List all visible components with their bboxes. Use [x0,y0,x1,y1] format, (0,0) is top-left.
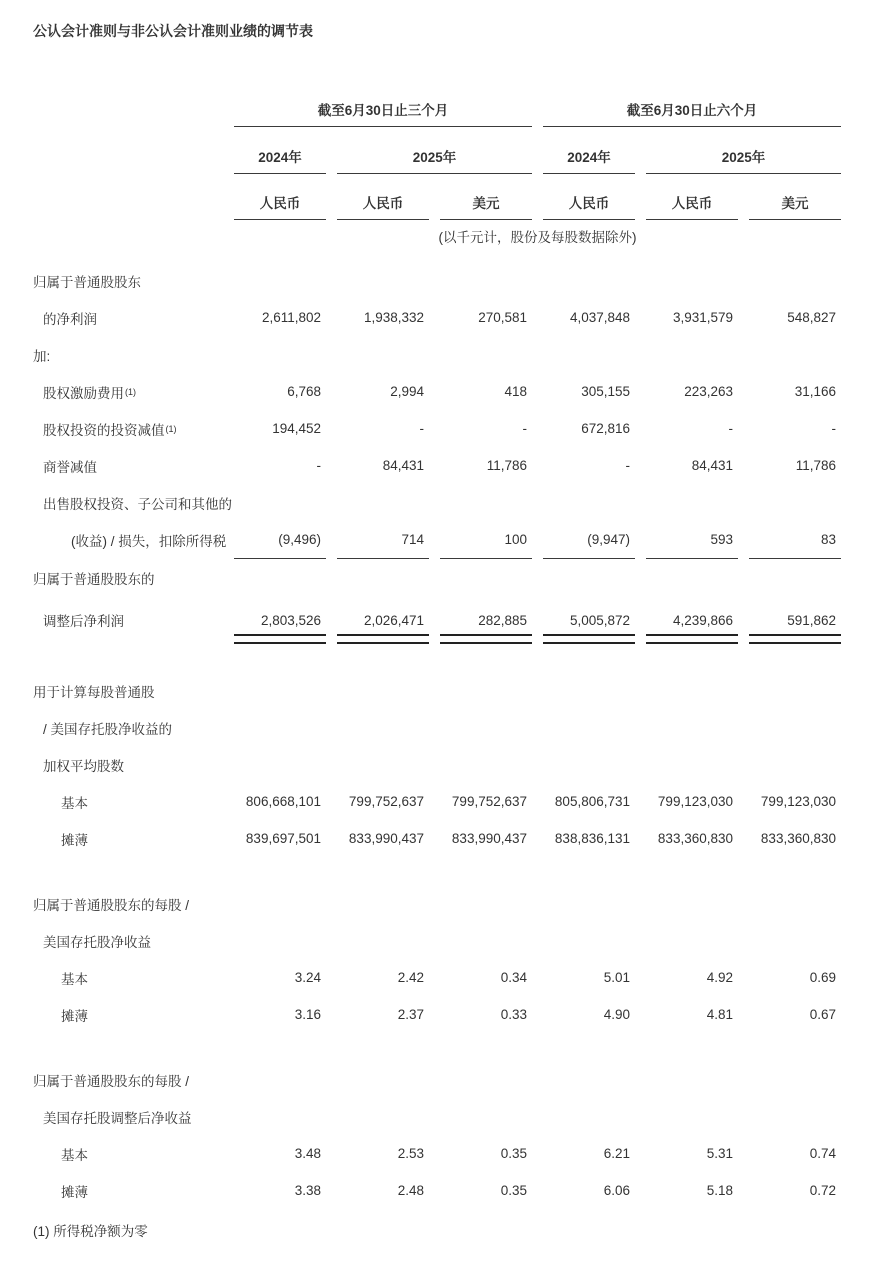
value-cell: 2,026,471 [337,596,429,644]
currency-header: 美元 [749,174,841,220]
value-cell [440,1098,532,1135]
value-cell [440,262,532,299]
value-cell: 6,768 [287,384,321,399]
row-label-text: 加权平均股数 [43,758,124,774]
value-cell [749,262,841,299]
value-cell [646,336,738,373]
year-header: 2025年 [646,127,841,174]
value-cell: 0.74 [809,1146,836,1161]
row-label-text: 调整后净利润 [43,614,124,629]
value-cell [543,746,635,783]
header-spacer [33,80,223,126]
value-cell: 2.42 [397,970,424,985]
value-cell [440,922,532,959]
value-cell: 5.01 [603,970,630,985]
value-cell [543,885,635,922]
value-cell [543,709,635,746]
value-cell: 31,166 [794,384,836,399]
value-cell [749,336,841,373]
value-cell [337,885,429,922]
row-label-text: (收益) / 损失，扣除所得税 [71,533,227,549]
value-cell: 4.92 [706,970,733,985]
value-cell [749,672,841,709]
value-cell: 0.69 [809,970,836,985]
row-label-text: 美国存托股调整后净收益 [43,1110,192,1126]
row-label [33,521,227,558]
value-cell: 270,581 [478,310,527,325]
value-cell [646,746,738,783]
currency-header: 人民币 [337,174,429,220]
value-cell [440,336,532,373]
table-section-spacer [33,857,841,885]
value-cell: 223,263 [684,384,733,399]
row-label-text: 归属于普通股股东的每股 / [33,1073,190,1089]
value-cell [337,484,429,521]
period-header-three-months: 截至6月30日止三个月 [234,80,532,127]
value-cell [234,672,326,709]
row-label-text: 用于计算每股普通股 [33,684,155,700]
value-cell [234,336,326,373]
row-label [33,672,223,709]
row-label [33,820,223,857]
value-cell [337,922,429,959]
row-label-text: 基本 [61,1147,88,1163]
value-cell: 799,752,637 [451,794,527,809]
value-cell [543,484,635,521]
value-cell: - [728,421,733,436]
value-cell: 806,668,101 [245,794,321,809]
row-label-text: 基本 [61,795,88,811]
value-cell: 3,931,579 [672,310,733,325]
row-label-text: 股权激励费用 [43,385,124,401]
value-cell [337,709,429,746]
value-cell [337,559,429,596]
value-cell [543,336,635,373]
row-label-text: 商誉减值 [43,459,97,475]
value-cell: 5,005,872 [543,596,635,644]
row-label-text: 美国存托股净收益 [43,934,151,950]
value-cell [749,885,841,922]
value-cell [234,484,326,521]
row-label-text: 归属于普通股股东 [33,274,141,290]
value-cell: 83 [749,521,841,559]
value-cell: 591,862 [749,596,841,644]
row-label [33,1098,223,1135]
value-cell: (9,496) [234,521,326,559]
value-cell [749,559,841,596]
value-cell [646,1098,738,1135]
value-cell: - [316,458,321,473]
value-cell [234,1098,326,1135]
row-label [33,1172,223,1209]
value-cell: 4.90 [603,1007,630,1022]
table-lead-spacer [33,252,841,262]
value-cell [234,1061,326,1098]
row-label [33,484,232,521]
value-cell: 5.31 [706,1146,733,1161]
value-cell [646,1061,738,1098]
value-cell [234,885,326,922]
value-cell: 833,990,437 [348,831,424,846]
row-label [33,709,223,746]
value-cell [543,1098,635,1135]
value-cell: 0.33 [500,1007,527,1022]
value-cell: 2,994 [390,384,424,399]
row-label-text: 摊薄 [61,1008,88,1024]
row-label [33,1061,223,1098]
value-cell: 833,990,437 [451,831,527,846]
row-label-text: 归属于普通股股东的 [33,571,155,587]
value-cell [749,709,841,746]
value-cell [337,672,429,709]
value-cell [646,885,738,922]
currency-header: 人民币 [234,174,326,220]
footnote: (1) 所得税净额为零 [33,1224,148,1239]
value-cell [440,885,532,922]
value-cell [749,746,841,783]
value-cell [646,484,738,521]
row-label [33,447,223,484]
value-cell: 548,827 [787,310,836,325]
value-cell [749,1098,841,1135]
value-cell: 4,239,866 [646,596,738,644]
value-cell [543,672,635,709]
period-header-six-months: 截至6月30日止六个月 [543,80,841,127]
value-cell [749,484,841,521]
table-section-spacer [33,644,841,672]
value-cell [234,709,326,746]
value-cell: 84,431 [382,458,424,473]
value-cell: 593 [646,521,738,559]
value-cell: 282,885 [440,596,532,644]
row-label-text: 摊薄 [61,1184,88,1200]
value-cell: 418 [504,384,527,399]
value-cell: 839,697,501 [245,831,321,846]
value-cell: 305,155 [581,384,630,399]
value-cell [543,262,635,299]
value-cell [337,1098,429,1135]
row-label [33,559,223,596]
value-cell: - [625,458,630,473]
row-label-text: 的净利润 [43,311,97,327]
row-label [33,885,223,922]
value-cell: 6.21 [603,1146,630,1161]
value-cell: 4,037,848 [569,310,630,325]
value-cell: 3.24 [294,970,321,985]
year-header: 2025年 [337,127,532,174]
value-cell: 5.18 [706,1183,733,1198]
value-cell: 6.06 [603,1183,630,1198]
value-cell: (9,947) [543,521,635,559]
value-cell: 100 [440,521,532,559]
currency-header: 人民币 [646,174,738,220]
value-cell: 4.81 [706,1007,733,1022]
value-cell: 838,836,131 [554,831,630,846]
value-cell [337,336,429,373]
value-cell: 799,123,030 [760,794,836,809]
row-label-text: 加: [33,348,51,364]
value-cell: 805,806,731 [554,794,630,809]
value-cell: 11,786 [795,458,836,473]
value-cell [234,746,326,783]
value-cell: - [522,421,527,436]
row-label-text: / 美国存托股净收益的 [43,721,173,737]
value-cell: 0.72 [809,1183,836,1198]
value-cell [749,922,841,959]
value-cell: 2,803,526 [234,596,326,644]
value-cell [337,262,429,299]
row-label-text: 基本 [61,971,88,987]
row-label-text: 摊薄 [61,832,88,848]
value-cell [234,922,326,959]
row-label [33,1135,223,1172]
header-spacer [33,220,223,252]
value-cell [543,559,635,596]
row-label-text: 股权投资的投资减值 [43,422,165,438]
row-label [33,596,223,644]
value-cell: 11,786 [486,458,527,473]
value-cell: 799,752,637 [348,794,424,809]
row-label [33,299,223,336]
value-cell [337,746,429,783]
currency-header: 人民币 [543,174,635,220]
value-cell [646,672,738,709]
value-cell [440,672,532,709]
value-cell: 799,123,030 [657,794,733,809]
row-label: 股权投资的投资减值 (1) [33,410,223,447]
value-cell: 84,431 [691,458,733,473]
value-cell: 0.34 [500,970,527,985]
row-label [33,262,223,299]
currency-header: 美元 [440,174,532,220]
row-label-text: 归属于普通股股东的每股 / [33,897,190,913]
value-cell: 3.38 [294,1183,321,1198]
reconciliation-table [33,80,841,1209]
value-cell: 833,360,830 [760,831,836,846]
value-cell: 3.48 [294,1146,321,1161]
year-header: 2024年 [543,127,635,174]
header-spacer [33,174,223,219]
row-label [33,336,223,373]
value-cell [440,746,532,783]
unit-note: (以千元计，股份及每股数据除外) [438,230,637,245]
row-label [33,959,223,996]
row-label: 股权激励费用 (1) [33,373,223,410]
value-cell [646,709,738,746]
page-title: 公认会计准则与非公认会计准则业绩的调节表 [33,23,313,39]
value-cell [440,1061,532,1098]
value-cell [646,922,738,959]
table-section-spacer [33,1033,841,1061]
value-cell: 0.67 [809,1007,836,1022]
value-cell [646,262,738,299]
value-cell: 194,452 [272,421,321,436]
value-cell [337,1061,429,1098]
value-cell: 672,816 [581,421,630,436]
value-cell: 2,611,802 [261,310,321,325]
value-cell [543,1061,635,1098]
value-cell: 714 [337,521,429,559]
value-cell: 0.35 [500,1146,527,1161]
value-cell: 2.48 [397,1183,424,1198]
row-label [33,922,223,959]
value-cell [440,559,532,596]
row-label [33,996,223,1033]
value-cell [234,559,326,596]
value-cell: 3.16 [294,1007,321,1022]
value-cell [543,922,635,959]
value-cell [749,1061,841,1098]
value-cell: - [419,421,424,436]
row-label [33,746,223,783]
value-cell: 1,938,332 [363,310,424,325]
value-cell [234,262,326,299]
value-cell: 2.37 [397,1007,424,1022]
value-cell: - [831,421,836,436]
value-cell [440,484,532,521]
header-spacer [33,127,223,173]
value-cell [440,709,532,746]
row-label [33,783,223,820]
year-header: 2024年 [234,127,326,174]
value-cell: 2.53 [397,1146,424,1161]
value-cell: 0.35 [500,1183,527,1198]
value-cell [646,559,738,596]
value-cell: 833,360,830 [657,831,733,846]
row-label-text: 出售股权投资、子公司和其他的 [43,496,232,512]
